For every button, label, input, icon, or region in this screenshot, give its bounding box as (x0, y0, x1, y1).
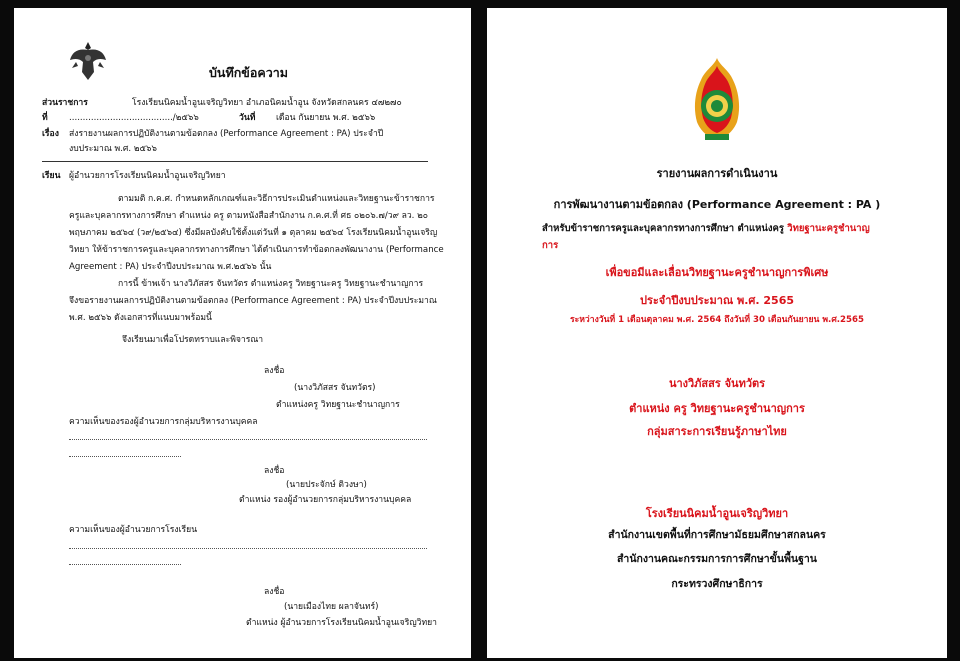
cover-name: นางวิภัสสร จันทวัตร (668, 377, 766, 390)
sig3-sign-label: ลงชื่อ (264, 587, 285, 597)
ref-label: ที่ (42, 113, 48, 123)
opinion1-label: ความเห็นของรองผู้อำนวยการกลุ่มบริหารงานบุคคล (69, 417, 258, 427)
cover-period: ระหว่างวันที่ 1 เดือนตุลาคม พ.ศ. 2564 ถึงวันที่ 30 เดือนกันยายน พ.ศ.2565 (570, 315, 864, 325)
agency-label: ส่วนราชการ (42, 98, 88, 108)
opinion1-line-short (69, 456, 181, 457)
cover-position: ตำแหน่ง ครู วิทยฐานะครูชำนาญการ (629, 402, 805, 415)
date-value: เดือน กันยายน พ.ศ. ๒๕๖๖ (276, 113, 376, 123)
sig2-sign-label: ลงชื่อ (264, 466, 285, 476)
cover-purpose: เพื่อขอมีและเลื่อนวิทยฐานะครูชำนาญการพิเศษ (605, 266, 829, 279)
closing-text: จึงเรียนมาเพื่อโปรดทราบและพิจารณา (122, 335, 264, 345)
sig3-name: (นายเมืองไทย ผลาจันทร์) (284, 602, 379, 612)
sig3-position: ตำแหน่ง ผู้อำนวยการโรงเรียนนิคมน้ำอูนเจริญวิทยา (246, 618, 437, 628)
opinion1-line (69, 439, 427, 440)
sig2-name: (นายประจักษ์ ติวงษา) (286, 480, 367, 490)
cover-for-black: สำหรับข้าราชการครูและบุคลากรทางการศึกษา ตำแหน่งครู (542, 223, 788, 234)
cover-fiscal-year: ประจำปีงบประมาณ พ.ศ. 2565 (639, 294, 795, 307)
para1-line: ครูและบุคลากรทางการศึกษา ตำแหน่ง ครู ตามหนังสือสำนักงาน ก.ค.ศ.ที่ ศธ ๐๒๐๖.๗/ว๙ ลว. ๒๐ (69, 211, 429, 221)
para2-line: จึงขอรายงานผลการปฏิบัติงานตามข้อตกลง (Performance Agreement : PA) ประจำปีงบประมาณ (69, 296, 437, 306)
cover-school: โรงเรียนนิคมน้ำอูนเจริญวิทยา (645, 507, 789, 520)
para2-line: พ.ศ. ๒๕๖๖ ดังเอกสารที่แนบมาพร้อมนี้ (69, 313, 212, 323)
memo-title: บันทึกข้อความ (209, 65, 288, 80)
subject-label: เรื่อง (42, 129, 59, 139)
subject-line-2: งบประมาณ พ.ศ. ๒๕๖๖ (69, 144, 157, 154)
para1-line: ตามมติ ก.ค.ศ. กำหนดหลักเกณฑ์และวิธีการประเมินตำแหน่งและวิทยฐานะข้าราชการ (118, 194, 435, 204)
sig2-position: ตำแหน่ง รองผู้อำนวยการกลุ่มบริหารงานบุคคล (239, 495, 412, 505)
date-label: วันที่ (239, 113, 256, 123)
sig1-position: ตำแหน่งครู วิทยฐานะชำนาญการ (276, 400, 400, 410)
cover-title-2: การพัฒนางานตามข้อตกลง (Performance Agreement : PA ) (553, 198, 881, 211)
cover-office-2: สำนักงานคณะกรรมการการศึกษาขั้นพื้นฐาน (617, 553, 817, 565)
para1-line: Agreement : PA) ประจำปีงบประมาณ พ.ศ.๒๕๖๖ นั้น (69, 262, 272, 272)
para1-line: วิทยา ให้ข้าราชการครูและบุคลากรทางการศึกษา ได้ดำเนินการทำข้อตกลงพัฒนางาน (Performance (69, 245, 444, 255)
cover-for-red: วิทยฐานะครูชำนาญ (787, 223, 870, 234)
opinion2-line-short (69, 564, 181, 565)
cover-group: กลุ่มสาระการเรียนรู้ภาษาไทย (647, 425, 787, 438)
to-value: ผู้อำนวยการโรงเรียนนิคมน้ำอูนเจริญวิทยา (69, 171, 226, 181)
cover-for-line (542, 221, 870, 236)
para1-line: พฤษภาคม ๒๕๖๔ (ว๙/๒๕๖๔) ซึ่งมีผลบังคับใช้ตั้งแต่วันที่ ๑ ตุลาคม ๒๕๖๔ โรงเรียนนิคมน้ำอูนเจริญ (69, 228, 438, 238)
opinion2-line (69, 548, 427, 549)
subject-line-1: ส่งรายงานผลการปฏิบัติงานตามข้อตกลง (Performance Agreement : PA) ประจำปี (69, 129, 384, 139)
opinion2-label: ความเห็นของผู้อำนวยการโรงเรียน (69, 525, 198, 535)
to-label: เรียน (42, 171, 61, 181)
cover-title-1: รายงานผลการดำเนินงาน (656, 167, 778, 180)
sig1-sign-label: ลงชื่อ (264, 366, 285, 376)
cover-ministry: กระทรวงศึกษาธิการ (671, 578, 763, 590)
cover-office-1: สำนักงานเขตพื้นที่การศึกษามัธยมศึกษาสกลนคร (608, 529, 826, 541)
garuda-emblem-icon (68, 38, 108, 82)
sig1-name: (นางวิภัสสร จันทวัตร) (294, 383, 376, 393)
obec-emblem-icon (689, 56, 745, 144)
para2-line: การนี้ ข้าพเจ้า นางวิภัสสร จันทวัตร ตำแหน่งครู วิทยฐานะครู วิทยฐานะชำนาญการ (118, 279, 424, 289)
header-divider (42, 161, 428, 162)
cover-for-cont: การ (542, 240, 559, 251)
memo-page (14, 8, 471, 658)
ref-value: ....................................../๒๕๖๖ (69, 113, 199, 123)
cover-page (487, 8, 947, 658)
agency-value: โรงเรียนนิคมน้ำอูนเจริญวิทยา อำเภอนิคมน้ำอูน จังหวัดสกลนคร ๔๗๒๗๐ (132, 98, 402, 108)
